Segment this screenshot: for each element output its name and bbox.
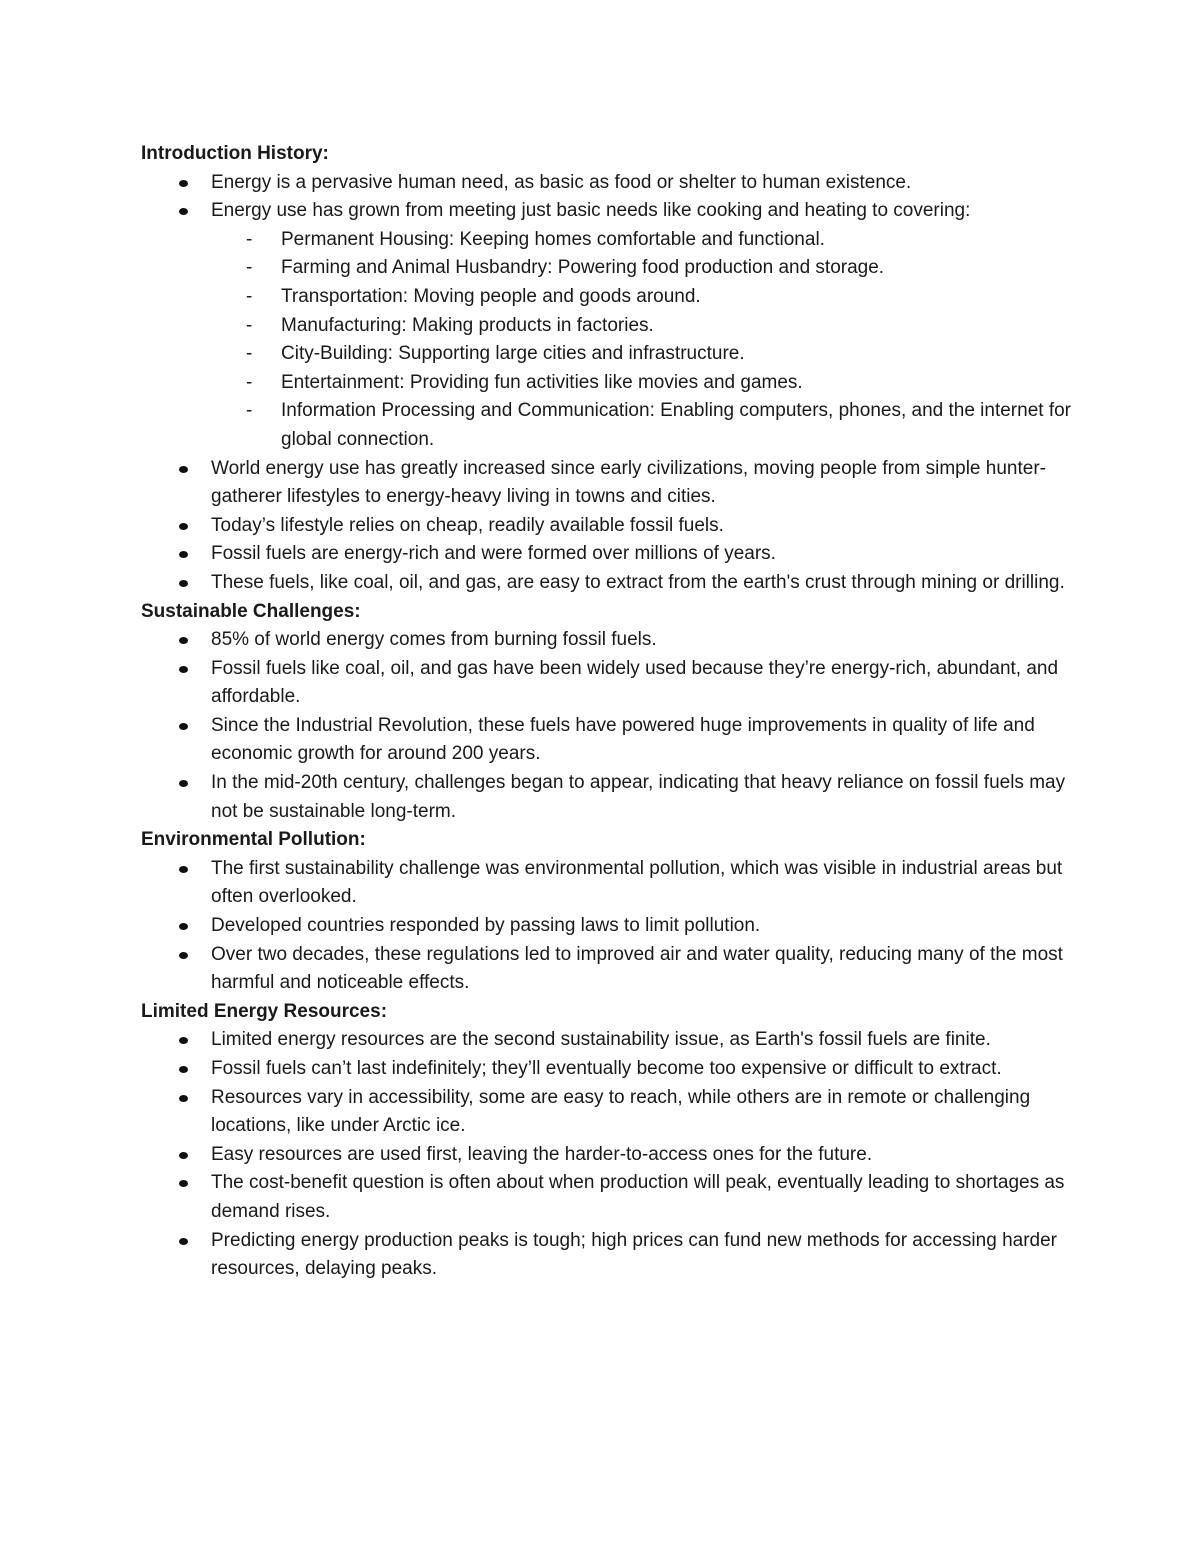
bullet-icon [179, 466, 188, 473]
list-item-text: Fossil fuels can’t last indefinitely; they’ll eventually become too expensive or difficult to extract. [211, 1058, 1002, 1079]
list-item-text: Fossil fuels like coal, oil, and gas have been widely used because they’re energy-rich, abundant, and affordable. [211, 657, 1059, 708]
list-item-text: The first sustainability challenge was environmental pollution, which was visible in industrial areas but often overlooked. [211, 857, 1063, 908]
bullet-icon [179, 637, 188, 644]
list-item [141, 941, 1081, 998]
list-item [141, 655, 1081, 712]
bullet-list [141, 626, 1081, 826]
list-item [141, 197, 1081, 454]
list-item [141, 512, 1081, 541]
sublist-item [211, 312, 1081, 341]
dash-icon: - [246, 314, 253, 336]
list-item-text: The cost-benefit question is often about when production will peak, eventually leading to shortages as demand rises. [211, 1172, 1065, 1222]
sublist-item-text: Farming and Animal Husbandry: Powering food production and storage. [281, 257, 885, 279]
list-item [141, 855, 1081, 912]
bullet-icon [179, 666, 188, 673]
sublist-item [211, 397, 1081, 454]
list-item-text: Energy is a pervasive human need, as basic as food or shelter to human existence. [211, 171, 912, 193]
section-heading: Environmental Pollution: [141, 829, 366, 851]
bullet-list [141, 855, 1081, 998]
list-item-text: Today’s lifestyle relies on cheap, readily available fossil fuels. [211, 514, 724, 536]
bullet-icon [179, 1180, 188, 1187]
sublist-item [211, 283, 1081, 312]
sublist-item [211, 254, 1081, 283]
list-item-text: Energy use has grown from meeting just basic needs like cooking and heating to covering: [211, 200, 971, 222]
list-item-text: Limited energy resources are the second sustainability issue, as Earth's fossil fuels are finite. [211, 1029, 991, 1051]
section-heading: Sustainable Challenges: [141, 600, 361, 622]
bullet-icon [179, 580, 188, 587]
dash-icon: - [246, 343, 253, 365]
dash-icon: - [246, 228, 253, 250]
bullet-icon [179, 180, 188, 187]
dash-sublist [211, 226, 1081, 455]
document-page [141, 140, 1081, 1284]
list-item-text: Over two decades, these regulations led to improved air and water quality, reducing many of the most harmful and noticeable effects. [211, 943, 1063, 994]
bullet-icon [179, 208, 188, 215]
bullet-icon [179, 952, 188, 959]
list-item [141, 1227, 1081, 1284]
dash-icon: - [246, 400, 253, 422]
list-item-text: These fuels, like coal, oil, and gas, are easy to extract from the earth's crust through mining or drilling. [211, 571, 1065, 593]
list-item [141, 626, 1081, 655]
list-item-text: Developed countries responded by passing laws to limit pollution. [211, 915, 761, 937]
sublist-item [211, 369, 1081, 398]
list-item [141, 1141, 1081, 1170]
bullet-icon [179, 780, 188, 787]
list-item [141, 769, 1081, 826]
list-item [141, 1055, 1081, 1084]
list-item [141, 712, 1081, 769]
bullet-icon [179, 866, 188, 873]
sublist-item-text: Transportation: Moving people and goods around. [281, 285, 701, 307]
list-item-text: World energy use has greatly increased since early civilizations, moving people from simple hunter-gatherer lifestyles to energy-heavy living in towns and cities. [211, 457, 1046, 508]
bullet-icon [179, 523, 188, 530]
bullet-icon [179, 1152, 188, 1159]
bullet-list [141, 1026, 1081, 1283]
list-item [141, 1169, 1081, 1226]
list-item [141, 169, 1081, 198]
list-item-text: Easy resources are used first, leaving the harder-to-access ones for the future. [211, 1143, 873, 1165]
list-item-text: Predicting energy production peaks is tough; high prices can fund new methods for accessing harder resources, delaying peaks. [211, 1229, 1057, 1280]
bullet-list [141, 169, 1081, 598]
sublist-item-text: City-Building: Supporting large cities and infrastructure. [281, 343, 745, 365]
bullet-icon [179, 723, 188, 730]
list-item-text: Fossil fuels are energy-rich and were formed over millions of years. [211, 543, 776, 565]
list-item-text: 85% of world energy comes from burning fossil fuels. [211, 629, 657, 651]
sublist-item-text: Permanent Housing: Keeping homes comfortable and functional. [281, 228, 825, 250]
list-item [141, 569, 1081, 598]
list-item-text: In the mid-20th century, challenges began to appear, indicating that heavy reliance on fossil fuels may not be sustainable long-term. [211, 772, 1066, 822]
bullet-icon [179, 1037, 188, 1044]
section-heading: Limited Energy Resources: [141, 1000, 388, 1022]
bullet-icon [179, 923, 188, 930]
bullet-icon [179, 551, 188, 558]
dash-icon: - [246, 285, 253, 307]
list-item [141, 455, 1081, 512]
list-item [141, 540, 1081, 569]
sublist-item-text: Information Processing and Communication: Enabling computers, phones, and the internet for global connection. [281, 400, 1072, 450]
list-item-text: Resources vary in accessibility, some are easy to reach, while others are in remote or challenging locations, like under Arctic ice. [211, 1086, 1031, 1137]
bullet-icon [179, 1066, 188, 1073]
sublist-item-text: Manufacturing: Making products in factories. [281, 314, 654, 336]
sublist-item [211, 340, 1081, 369]
list-item-text: Since the Industrial Revolution, these fuels have powered huge improvements in quality of life and economic growth for around 200 years. [211, 714, 1035, 765]
bullet-icon [179, 1095, 188, 1102]
list-item [141, 912, 1081, 941]
dash-icon: - [246, 371, 253, 393]
list-item [141, 1026, 1081, 1055]
section-heading: Introduction History: [141, 143, 329, 164]
sublist-item [211, 226, 1081, 255]
dash-icon: - [246, 257, 253, 279]
bullet-icon [179, 1238, 188, 1245]
list-item [141, 1084, 1081, 1141]
sublist-item-text: Entertainment: Providing fun activities like movies and games. [281, 371, 803, 393]
